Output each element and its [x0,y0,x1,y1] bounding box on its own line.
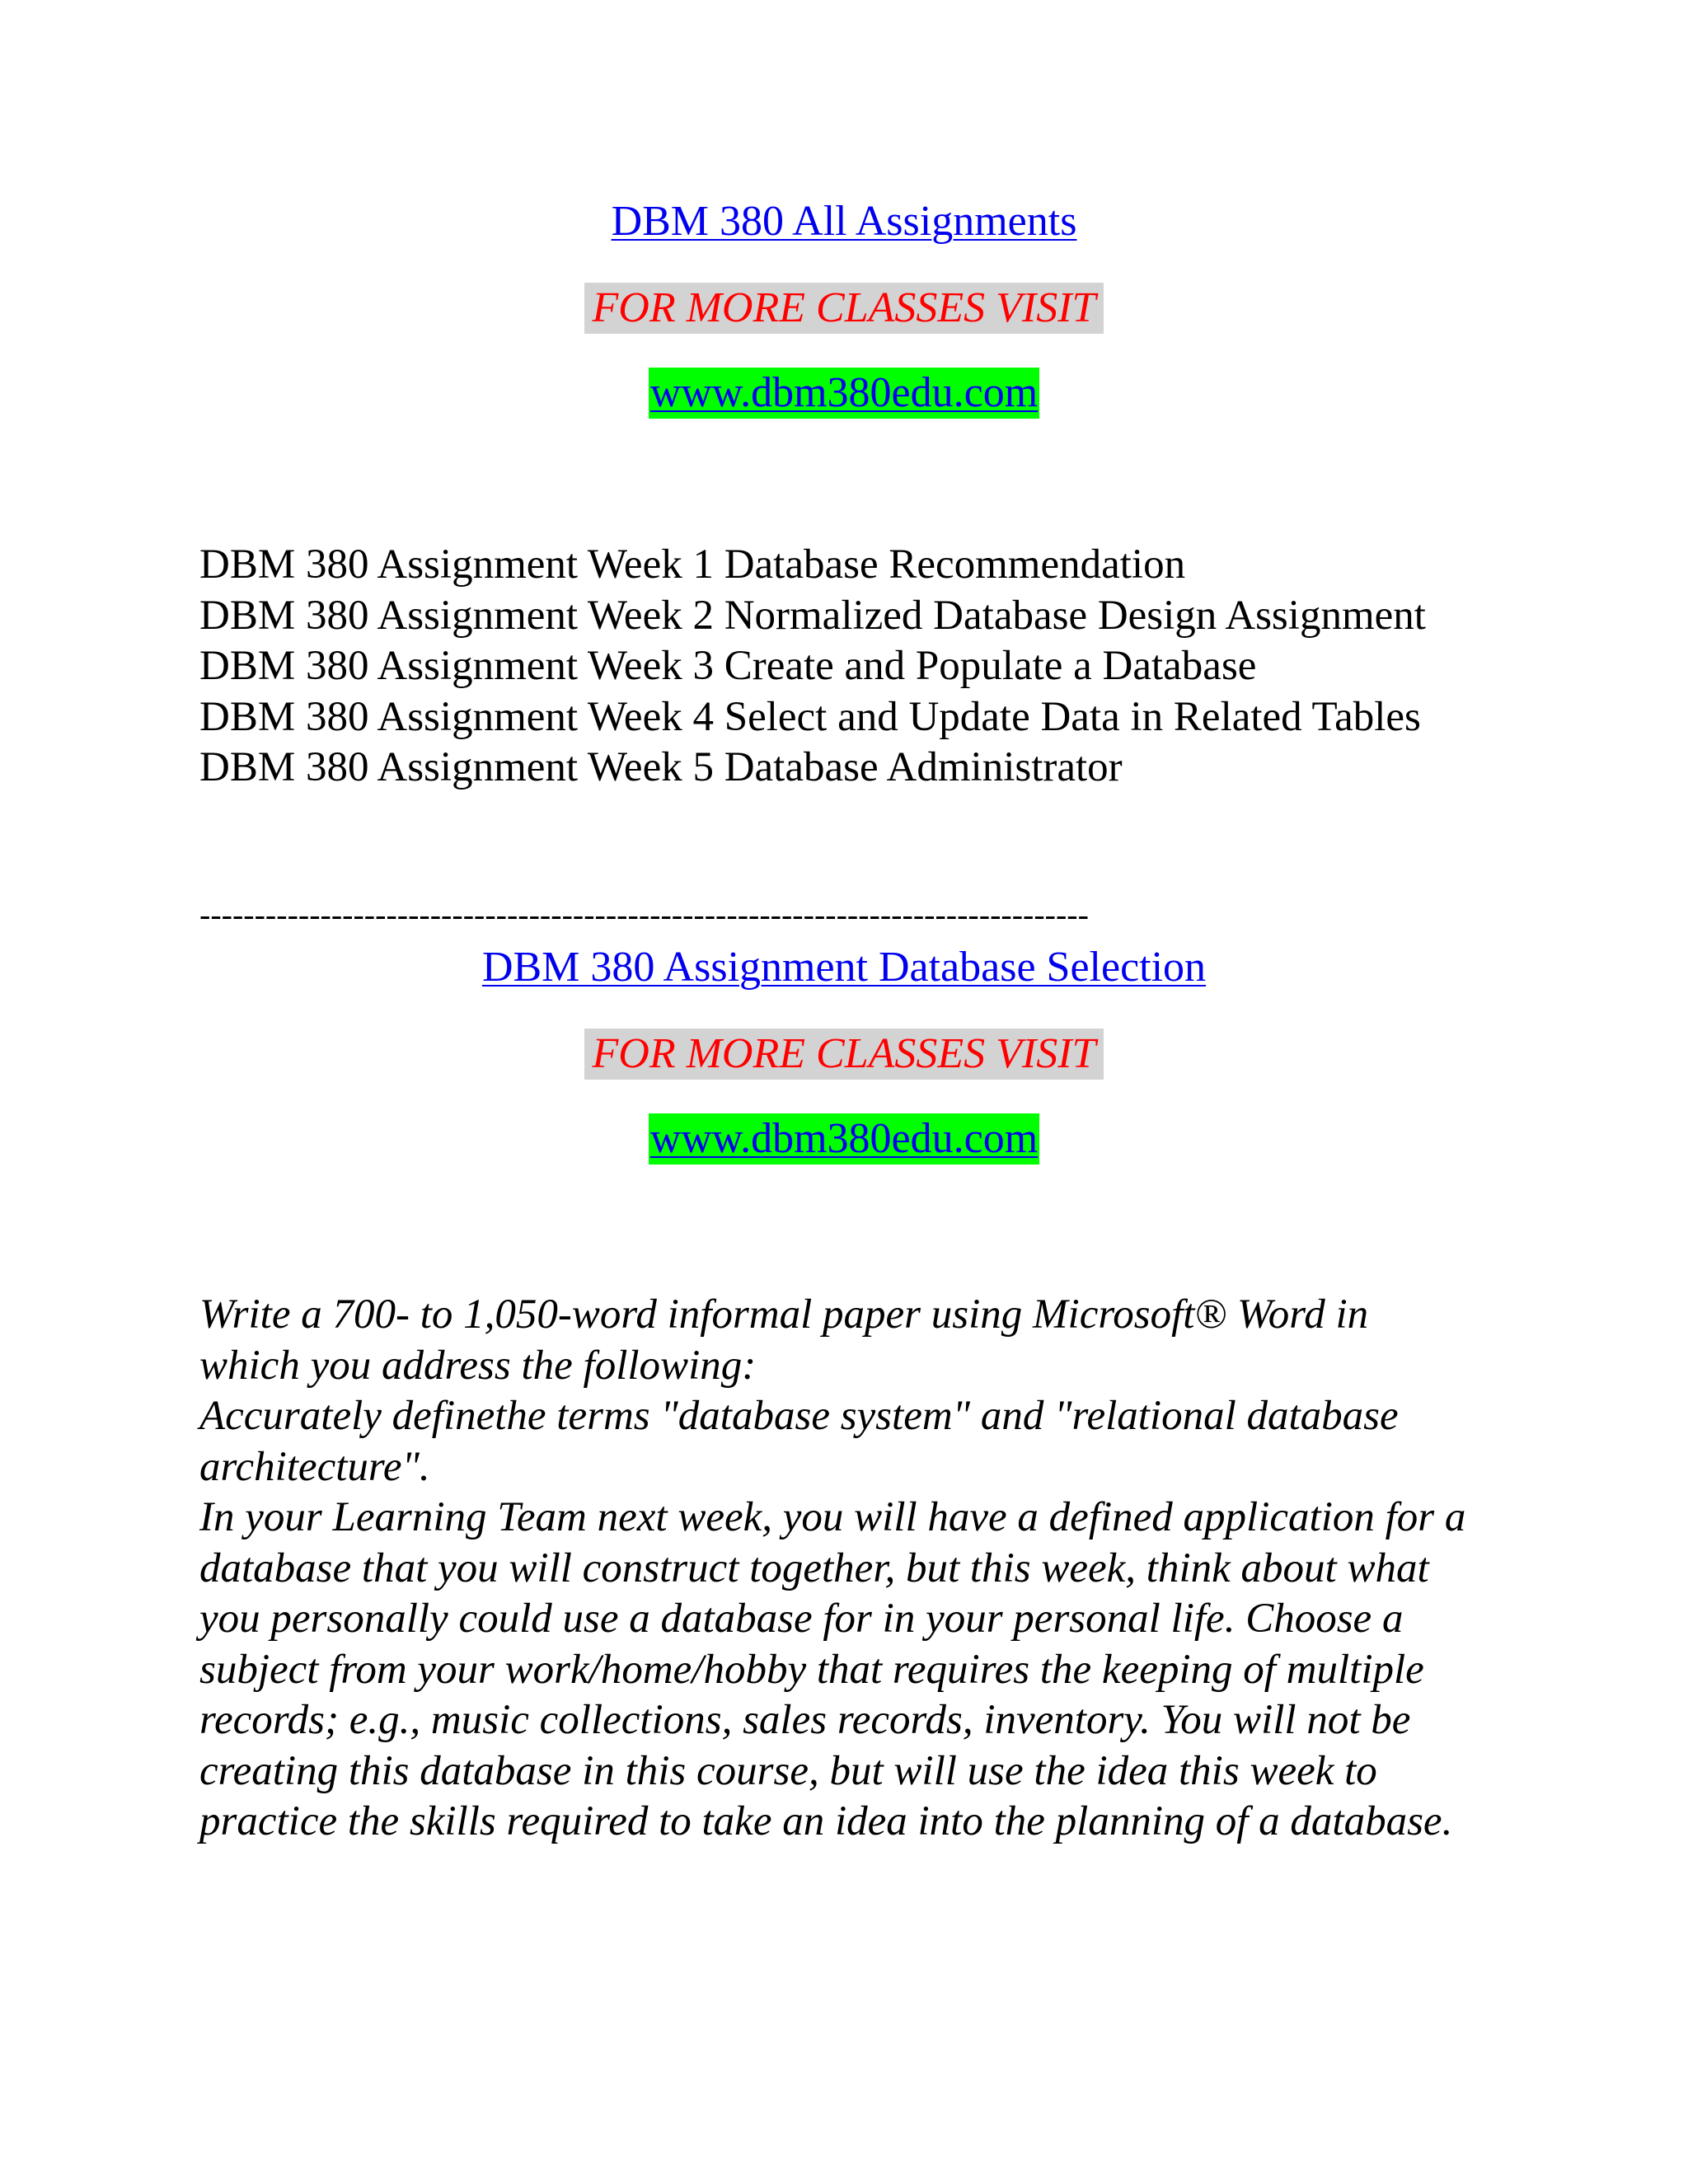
list-item: DBM 380 Assignment Week 5 Database Administrator [199,744,1123,790]
description-paragraph: In your Learning Team next week, you will have a defined application for a database that you will construct together, but this week, think about what you personally could use a database for in your personal life. Choose a subject from your work/home/hobby that requires the keeping of multiple records; e.g., music collections, sales records, inventory. You will not be creating this database in this course, but will use the idea this week to practice the skills required to take an idea into the planning of a database. [199,1494,1466,1844]
list-item: DBM 380 Assignment Week 2 Normalized Database Design Assignment [199,592,1426,639]
site-url-link[interactable]: www.dbm380edu.com [649,1113,1039,1165]
section-divider: --------------------------------------------------------------------------------- [199,896,1089,933]
header-visit-row [0,283,1688,334]
more-classes-banner: FOR MORE CLASSES VISIT [584,1029,1104,1080]
section-url-row [0,1113,1688,1165]
site-url-link[interactable]: www.dbm380edu.com [649,368,1039,419]
more-classes-banner: FOR MORE CLASSES VISIT [584,283,1104,334]
header-url-row [0,368,1688,419]
list-item: DBM 380 Assignment Week 3 Create and Populate a Database [199,643,1257,689]
all-assignments-link[interactable]: DBM 380 All Assignments [611,198,1077,245]
description-paragraph: Accurately definethe terms "database system" and "relational database architecture". [199,1393,1399,1490]
list-item: DBM 380 Assignment Week 1 Database Recommendation [199,541,1186,588]
assignment-list [199,540,1452,794]
assignment-description [199,1290,1469,1848]
section-visit-row [0,1029,1688,1080]
header-title-row [0,196,1688,247]
database-selection-link[interactable]: DBM 380 Assignment Database Selection [481,944,1207,991]
section-title-row [0,942,1688,993]
list-item: DBM 380 Assignment Week 4 Select and Update Data in Related Tables [199,693,1421,740]
description-paragraph: Write a 700- to 1,050-word informal paper using Microsoft® Word in which you address the following: [199,1291,1369,1389]
